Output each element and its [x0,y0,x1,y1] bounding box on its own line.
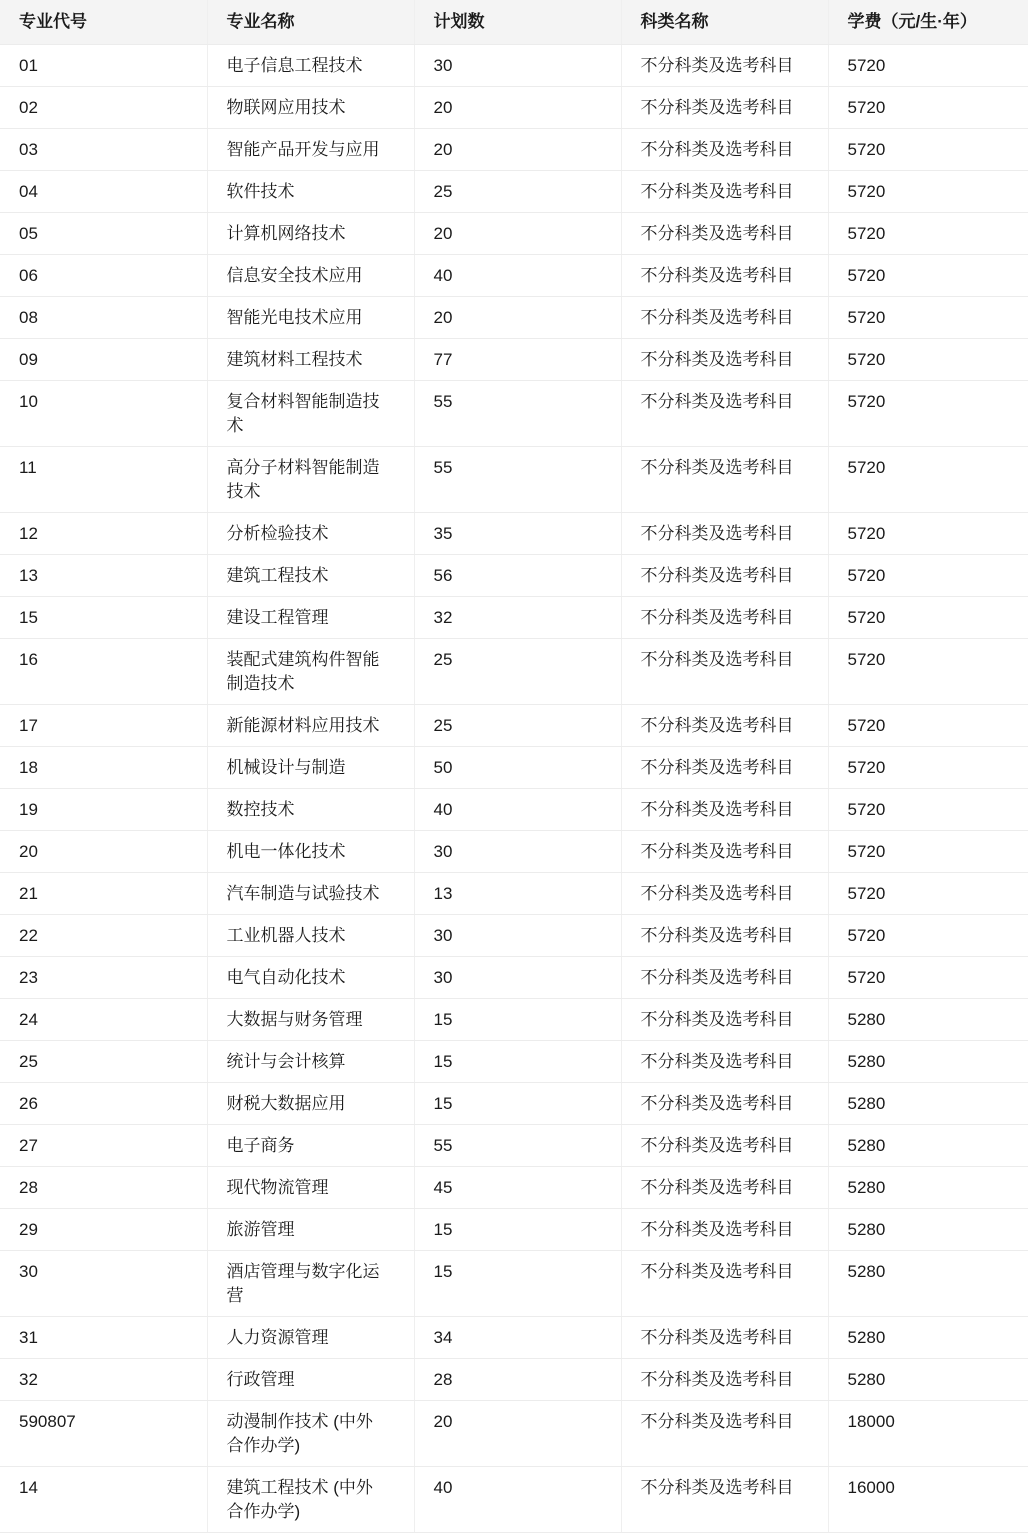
cell-category: 不分科类及选考科目 [621,872,828,914]
table-row [0,1250,1028,1316]
table-row [0,446,1028,512]
cell-major-name: 大数据与财务管理 [207,998,414,1040]
cell-tuition: 5720 [828,554,1028,596]
cell-major-name: 高分子材料智能制造技术 [207,446,414,512]
cell-plan-count: 25 [414,638,621,704]
cell-category: 不分科类及选考科目 [621,998,828,1040]
cell-plan-count: 15 [414,1208,621,1250]
table-row [0,512,1028,554]
table-row [0,1358,1028,1400]
cell-code: 22 [0,914,207,956]
header-code: 专业代号 [0,0,207,44]
cell-code: 24 [0,998,207,1040]
cell-tuition: 5720 [828,746,1028,788]
cell-category: 不分科类及选考科目 [621,638,828,704]
cell-code: 12 [0,512,207,554]
cell-major-name: 建筑工程技术 (中外合作办学) [207,1466,414,1532]
table-row [0,1082,1028,1124]
cell-tuition: 5720 [828,596,1028,638]
table-row [0,128,1028,170]
cell-code: 13 [0,554,207,596]
cell-major-name: 机械设计与制造 [207,746,414,788]
cell-tuition: 5720 [828,956,1028,998]
cell-code: 17 [0,704,207,746]
table-row [0,998,1028,1040]
cell-code: 09 [0,338,207,380]
cell-tuition: 5720 [828,788,1028,830]
table-row [0,338,1028,380]
cell-category: 不分科类及选考科目 [621,956,828,998]
cell-code: 04 [0,170,207,212]
cell-plan-count: 20 [414,86,621,128]
cell-code: 06 [0,254,207,296]
cell-major-name: 建筑材料工程技术 [207,338,414,380]
cell-code: 02 [0,86,207,128]
cell-code: 10 [0,380,207,446]
cell-plan-count: 20 [414,212,621,254]
cell-plan-count: 30 [414,914,621,956]
table-row [0,704,1028,746]
cell-plan-count: 55 [414,446,621,512]
cell-tuition: 5720 [828,638,1028,704]
cell-category: 不分科类及选考科目 [621,212,828,254]
cell-category: 不分科类及选考科目 [621,446,828,512]
cell-plan-count: 25 [414,704,621,746]
cell-category: 不分科类及选考科目 [621,1250,828,1316]
table-row [0,1124,1028,1166]
cell-plan-count: 20 [414,296,621,338]
cell-tuition: 18000 [828,1400,1028,1466]
cell-tuition: 5280 [828,1124,1028,1166]
cell-category: 不分科类及选考科目 [621,1316,828,1358]
cell-code: 14 [0,1466,207,1532]
cell-category: 不分科类及选考科目 [621,746,828,788]
cell-plan-count: 34 [414,1316,621,1358]
cell-plan-count: 15 [414,1082,621,1124]
cell-category: 不分科类及选考科目 [621,86,828,128]
cell-category: 不分科类及选考科目 [621,44,828,86]
cell-plan-count: 50 [414,746,621,788]
cell-plan-count: 30 [414,830,621,872]
cell-code: 590807 [0,1400,207,1466]
table-row [0,554,1028,596]
cell-code: 15 [0,596,207,638]
cell-category: 不分科类及选考科目 [621,170,828,212]
cell-major-name: 旅游管理 [207,1208,414,1250]
cell-category: 不分科类及选考科目 [621,1124,828,1166]
cell-tuition: 5720 [828,830,1028,872]
table-row [0,296,1028,338]
header-plan-count: 计划数 [414,0,621,44]
cell-plan-count: 30 [414,44,621,86]
cell-category: 不分科类及选考科目 [621,1040,828,1082]
cell-code: 16 [0,638,207,704]
cell-category: 不分科类及选考科目 [621,596,828,638]
cell-tuition: 5280 [828,1040,1028,1082]
cell-major-name: 数控技术 [207,788,414,830]
cell-plan-count: 13 [414,872,621,914]
cell-plan-count: 28 [414,1358,621,1400]
table-row [0,914,1028,956]
cell-tuition: 5280 [828,1358,1028,1400]
cell-major-name: 智能产品开发与应用 [207,128,414,170]
cell-plan-count: 15 [414,1040,621,1082]
cell-category: 不分科类及选考科目 [621,1466,828,1532]
cell-plan-count: 15 [414,998,621,1040]
cell-plan-count: 32 [414,596,621,638]
cell-tuition: 5720 [828,212,1028,254]
cell-major-name: 财税大数据应用 [207,1082,414,1124]
cell-category: 不分科类及选考科目 [621,1400,828,1466]
table-row [0,788,1028,830]
cell-major-name: 工业机器人技术 [207,914,414,956]
cell-plan-count: 30 [414,956,621,998]
cell-category: 不分科类及选考科目 [621,512,828,554]
cell-tuition: 5720 [828,512,1028,554]
cell-tuition: 5720 [828,872,1028,914]
cell-major-name: 建设工程管理 [207,596,414,638]
cell-category: 不分科类及选考科目 [621,914,828,956]
table-row [0,638,1028,704]
cell-major-name: 电气自动化技术 [207,956,414,998]
cell-tuition: 5280 [828,1250,1028,1316]
table-row [0,380,1028,446]
cell-major-name: 建筑工程技术 [207,554,414,596]
cell-plan-count: 15 [414,1250,621,1316]
cell-category: 不分科类及选考科目 [621,380,828,446]
cell-tuition: 16000 [828,1466,1028,1532]
cell-major-name: 行政管理 [207,1358,414,1400]
cell-plan-count: 77 [414,338,621,380]
cell-category: 不分科类及选考科目 [621,1358,828,1400]
cell-tuition: 5280 [828,1166,1028,1208]
cell-code: 26 [0,1082,207,1124]
cell-plan-count: 20 [414,1400,621,1466]
cell-tuition: 5720 [828,128,1028,170]
cell-code: 30 [0,1250,207,1316]
cell-code: 18 [0,746,207,788]
cell-major-name: 电子商务 [207,1124,414,1166]
cell-tuition: 5720 [828,44,1028,86]
cell-plan-count: 40 [414,1466,621,1532]
table-row [0,956,1028,998]
cell-code: 20 [0,830,207,872]
cell-major-name: 统计与会计核算 [207,1040,414,1082]
cell-plan-count: 56 [414,554,621,596]
cell-major-name: 汽车制造与试验技术 [207,872,414,914]
cell-major-name: 人力资源管理 [207,1316,414,1358]
cell-code: 08 [0,296,207,338]
cell-code: 23 [0,956,207,998]
cell-tuition: 5720 [828,86,1028,128]
header-major-name: 专业名称 [207,0,414,44]
cell-category: 不分科类及选考科目 [621,554,828,596]
cell-major-name: 分析检验技术 [207,512,414,554]
table-row [0,1466,1028,1532]
cell-tuition: 5720 [828,914,1028,956]
cell-code: 27 [0,1124,207,1166]
cell-code: 11 [0,446,207,512]
cell-tuition: 5280 [828,998,1028,1040]
cell-plan-count: 20 [414,128,621,170]
cell-category: 不分科类及选考科目 [621,254,828,296]
table-row [0,254,1028,296]
table-body [0,44,1028,1532]
cell-tuition: 5720 [828,254,1028,296]
header-category: 科类名称 [621,0,828,44]
table-row [0,1316,1028,1358]
cell-tuition: 5720 [828,170,1028,212]
cell-category: 不分科类及选考科目 [621,788,828,830]
cell-tuition: 5280 [828,1082,1028,1124]
table-row [0,830,1028,872]
cell-code: 03 [0,128,207,170]
cell-code: 05 [0,212,207,254]
cell-category: 不分科类及选考科目 [621,830,828,872]
table-row [0,44,1028,86]
cell-plan-count: 55 [414,1124,621,1166]
cell-code: 28 [0,1166,207,1208]
cell-category: 不分科类及选考科目 [621,296,828,338]
cell-code: 31 [0,1316,207,1358]
cell-plan-count: 45 [414,1166,621,1208]
cell-category: 不分科类及选考科目 [621,1082,828,1124]
cell-major-name: 电子信息工程技术 [207,44,414,86]
cell-major-name: 软件技术 [207,170,414,212]
cell-major-name: 酒店管理与数字化运营 [207,1250,414,1316]
cell-tuition: 5720 [828,704,1028,746]
cell-tuition: 5280 [828,1208,1028,1250]
cell-major-name: 计算机网络技术 [207,212,414,254]
cell-category: 不分科类及选考科目 [621,1166,828,1208]
cell-code: 32 [0,1358,207,1400]
cell-code: 01 [0,44,207,86]
cell-plan-count: 40 [414,788,621,830]
cell-plan-count: 25 [414,170,621,212]
cell-tuition: 5720 [828,296,1028,338]
cell-category: 不分科类及选考科目 [621,128,828,170]
table-row [0,746,1028,788]
cell-plan-count: 40 [414,254,621,296]
cell-code: 19 [0,788,207,830]
cell-major-name: 复合材料智能制造技术 [207,380,414,446]
cell-plan-count: 55 [414,380,621,446]
table-row [0,596,1028,638]
table-row [0,1166,1028,1208]
cell-major-name: 信息安全技术应用 [207,254,414,296]
cell-plan-count: 35 [414,512,621,554]
cell-major-name: 新能源材料应用技术 [207,704,414,746]
cell-tuition: 5720 [828,380,1028,446]
table-row [0,1040,1028,1082]
cell-tuition: 5280 [828,1316,1028,1358]
table-row [0,1208,1028,1250]
cell-category: 不分科类及选考科目 [621,1208,828,1250]
cell-major-name: 机电一体化技术 [207,830,414,872]
cell-code: 25 [0,1040,207,1082]
cell-major-name: 智能光电技术应用 [207,296,414,338]
cell-major-name: 现代物流管理 [207,1166,414,1208]
cell-tuition: 5720 [828,446,1028,512]
header-tuition: 学费（元/生·年） [828,0,1028,44]
table-row [0,1400,1028,1466]
table-row [0,86,1028,128]
table-row [0,212,1028,254]
cell-tuition: 5720 [828,338,1028,380]
cell-category: 不分科类及选考科目 [621,704,828,746]
header-row [0,0,1028,44]
cell-major-name: 装配式建筑构件智能制造技术 [207,638,414,704]
cell-category: 不分科类及选考科目 [621,338,828,380]
cell-major-name: 动漫制作技术 (中外合作办学) [207,1400,414,1466]
table-row [0,170,1028,212]
cell-code: 21 [0,872,207,914]
cell-code: 29 [0,1208,207,1250]
cell-major-name: 物联网应用技术 [207,86,414,128]
table-row [0,872,1028,914]
